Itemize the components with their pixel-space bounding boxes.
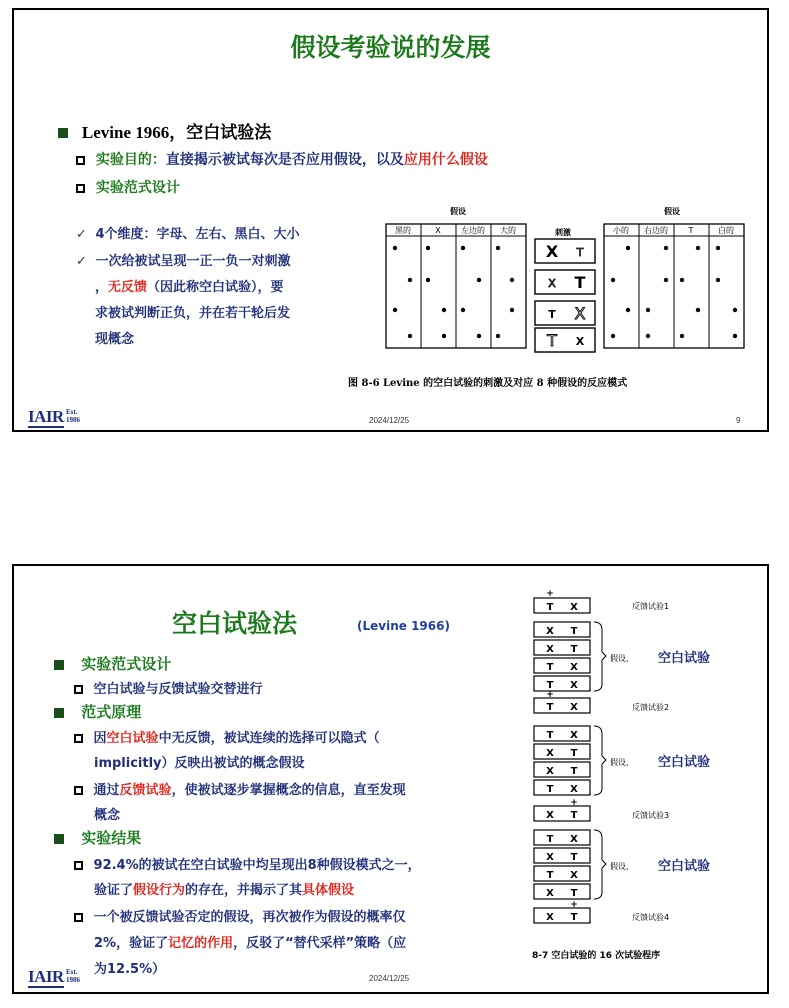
right-hypothesis-header: 假设 [664,207,680,216]
check-item-procedure: ✓ 一次给被试呈现一正一负一对刺激 ，无反馈（因此称空白试验），要 求被试判断正负，并在若干轮后发 现概念 [76,254,291,347]
figure-8-7-caption: 8-7 空白试验的 16 次试验程序 [532,951,661,961]
slide-1-title: 假设考验说的发展 [290,33,491,62]
svg-text:X: X [546,748,554,759]
svg-text:假设，: 假设， [610,862,634,871]
square-bullet-icon [54,660,64,670]
iair-logo: IAIR Est. 1986 [28,407,80,426]
footer-date: 2024/12/25 [369,416,410,425]
svg-text:T: T [546,834,554,845]
svg-text:T: T [546,730,554,741]
stimulus-left: T [547,331,557,350]
left-response-dots [393,246,514,338]
svg-text:X: X [570,834,578,845]
svg-text:空白试验: 空白试验 [658,755,711,770]
svg-text:T: T [546,702,554,713]
box-bullet-icon [76,184,85,193]
svg-text:+: + [570,900,578,910]
box-bullet-icon [74,734,83,743]
feedback-trial-label: 反馈试验4 [632,913,670,922]
check-icon: ✓ [76,227,87,242]
svg-text:X: X [570,702,578,713]
svg-text:T: T [546,602,554,613]
figure-8-6-caption: 图 8-6 Levine 的空白试验的刺激及对应 8 种假设的反应模式 [348,378,628,389]
svg-text:X: X [570,662,578,673]
left-hypothesis-header: 假设 [450,207,466,216]
svg-text:X: X [570,602,578,613]
right-col-label: T [688,226,694,235]
stimulus-right: T [574,273,586,292]
svg-text:T: T [546,662,554,673]
svg-text:X: X [546,644,554,655]
square-bullet-icon [54,708,64,718]
stimulus-header: 刺激 [555,228,571,237]
square-bullet-icon [58,128,68,138]
svg-text:假设，: 假设， [610,654,634,663]
box-bullet-icon [74,913,83,922]
svg-text:假设，: 假设， [610,758,634,767]
svg-text:X: X [546,912,554,923]
iair-logo: IAIR Est. 1986 [28,967,80,986]
svg-text:X: X [546,852,554,863]
slide-2-title: 空白试验法 [172,609,298,638]
svg-text:X: X [546,888,554,899]
svg-text:+: + [546,590,554,599]
svg-text:T: T [546,680,554,691]
left-col-label: 左边的 [461,226,485,235]
svg-text:X: X [546,766,554,777]
main-bullet: Levine 1966，空白试验法 [58,118,271,143]
square-bullet-icon [54,834,64,844]
stimulus-left: X [548,277,556,290]
svg-text:+: + [570,798,578,808]
svg-text:X: X [546,810,554,821]
svg-text:X: X [570,784,578,795]
check-icon: ✓ [76,254,87,269]
svg-text:X: X [570,730,578,741]
bullet-design: 实验范式设计 [54,653,171,674]
svg-text:T: T [570,888,578,899]
svg-text:+: + [546,690,554,700]
stimulus-left: X [545,242,559,261]
braces [594,622,606,899]
sub-bullet-result-2: 一个被反馈试验否定的假设，再次被作为假设的概率仅 2%，验证了记忆的作用，反驳了“替代采样”策略（应 为12.5%） [74,905,406,983]
figure-8-6 [380,202,768,394]
slide-1 [12,8,769,432]
right-col-label: 小的 [613,226,629,235]
stimulus-cards [535,239,595,352]
svg-text:T: T [570,810,578,821]
sub-bullet-alternate: 空白试验与反馈试验交替进行 [74,678,263,697]
left-col-label: X [435,226,441,235]
bullet-results: 实验结果 [54,827,141,848]
bullet-principle: 范式原理 [54,701,141,722]
svg-text:T: T [570,748,578,759]
sub-bullet-blank-trial: 因空白试验中无反馈，被试连续的选择可以隐式（ implicitly）反映出被试的概念假设 [74,726,380,776]
svg-text:X: X [546,626,554,637]
svg-text:T: T [570,852,578,863]
box-bullet-icon [76,156,85,165]
figure-8-7 [532,590,768,962]
box-bullet-icon [74,786,83,795]
svg-text:空白试验: 空白试验 [658,651,711,666]
blank-trial-labels [610,650,710,874]
left-col-label: 黑的 [395,226,411,235]
stimulus-right: X [574,304,586,323]
right-col-label: 白的 [718,226,734,235]
trial-cards [534,598,590,923]
svg-text:空白试验: 空白试验 [658,859,711,874]
svg-text:T: T [570,912,578,923]
feedback-trial-label: 反馈试验3 [632,811,670,820]
slide-2 [12,564,769,994]
svg-text:T: T [570,644,578,655]
svg-text:X: X [570,680,578,691]
stimulus-left: T [548,308,556,321]
svg-text:T: T [570,766,578,777]
box-bullet-icon [74,861,83,870]
svg-text:T: T [546,870,554,881]
sub-bullet-result-1: 92.4%的被试在空白试验中均呈现出8种假设模式之一， 验证了假设行为的存在，并揭示了其具体假设 [74,853,421,903]
footer-date: 2024/12/25 [369,974,410,983]
feedback-trial-label: 反馈试验1 [632,602,670,611]
stimulus-right: X [575,335,585,348]
sub-bullet-feedback-trial: 通过反馈试验，使被试逐步掌握概念的信息，直至发现 概念 [74,778,406,828]
right-col-label: 右边的 [644,226,668,235]
sub-bullet-purpose: 实验目的：直接揭示被试每次是否应用假设，以及应用什么假设 [76,149,488,169]
stimulus-right: T [576,246,584,259]
svg-text:X: X [570,870,578,881]
feedback-trial-label: 反馈试验2 [632,703,670,712]
check-item-dimensions: ✓ 4个维度：字母、左右、黑白、大小 [76,227,300,242]
svg-text:T: T [546,784,554,795]
left-col-label: 大的 [500,226,516,235]
svg-text:T: T [570,626,578,637]
sub-bullet-design: 实验范式设计 [76,177,180,197]
slide-2-title-reference: (Levine 1966) [357,619,450,633]
box-bullet-icon [74,685,83,694]
page-number: 9 [736,416,741,425]
